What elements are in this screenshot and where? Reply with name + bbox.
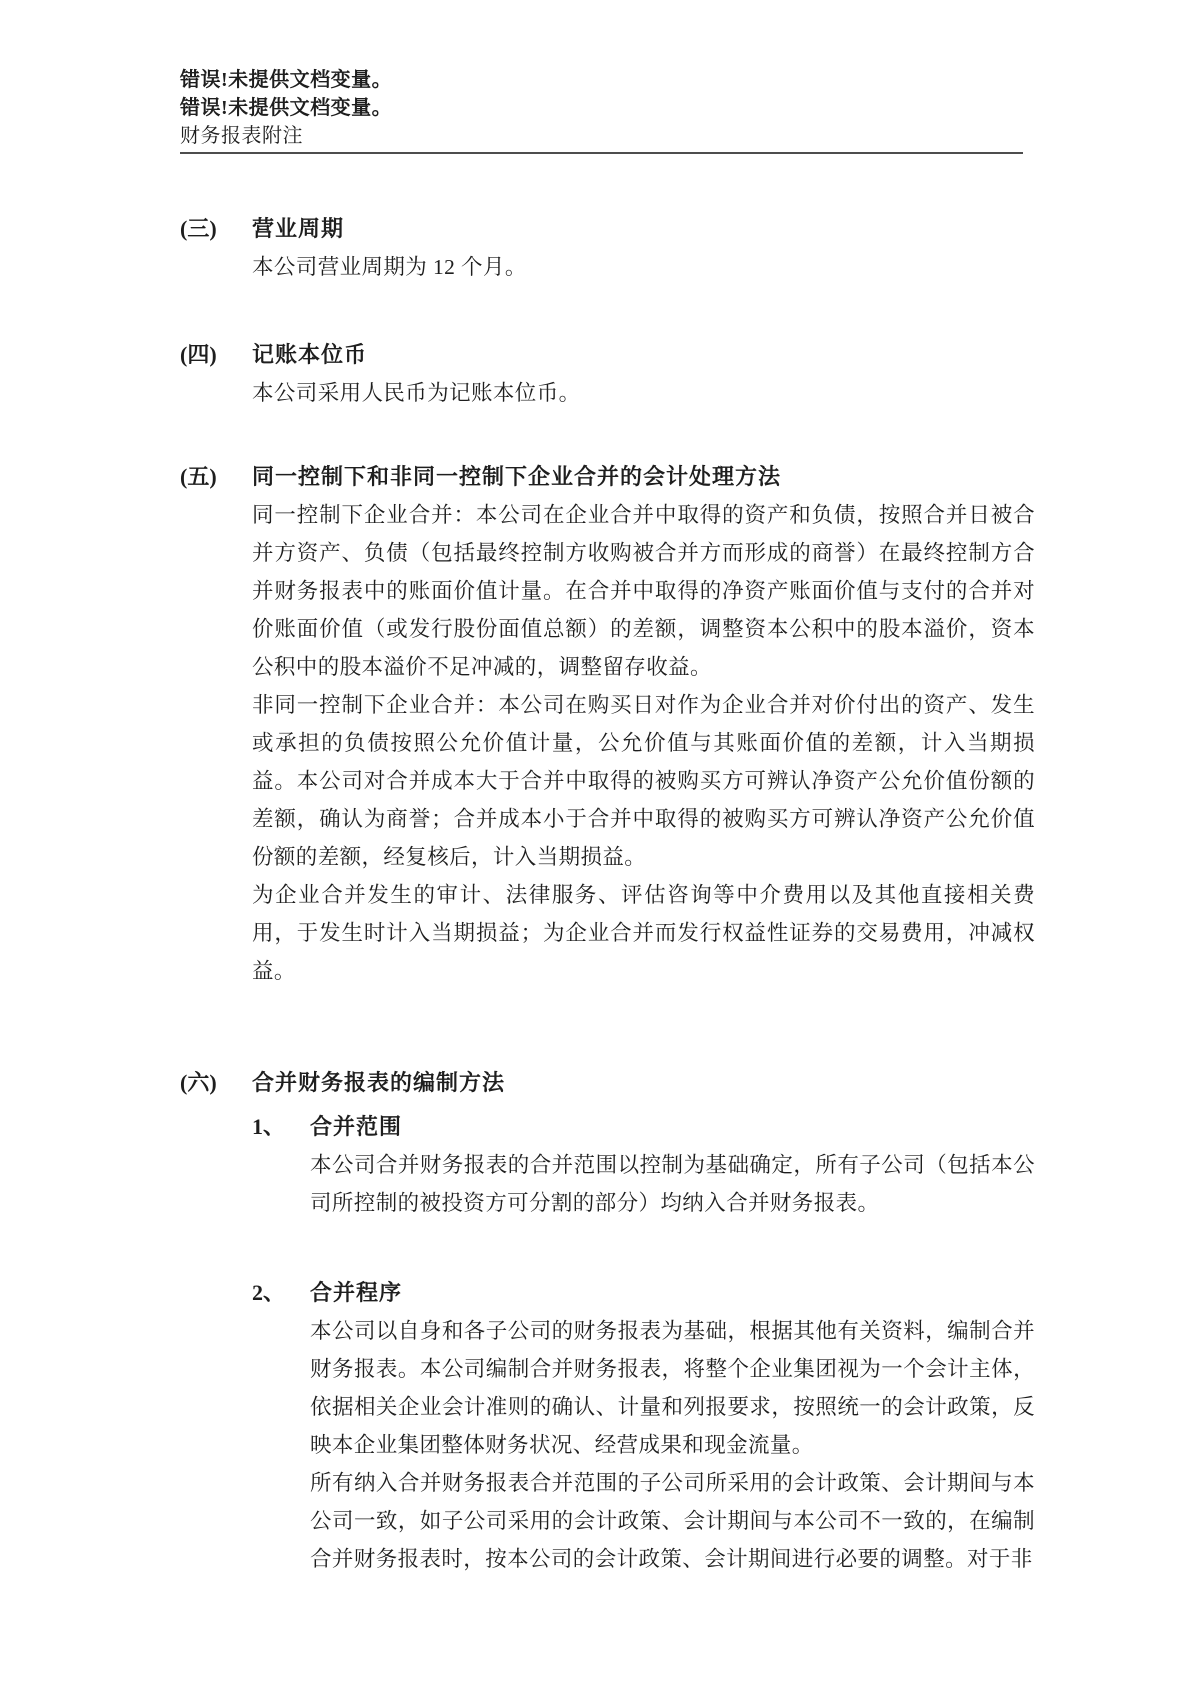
subsection-number: 1、 bbox=[252, 1114, 286, 1139]
subsection-heading bbox=[252, 1274, 1200, 1312]
section-label: (五) bbox=[180, 464, 217, 489]
header-divider-rule bbox=[180, 152, 1023, 154]
section-functional-currency bbox=[180, 336, 1200, 412]
paragraph: 所有纳入合并财务报表合并范围的子公司所采用的会计政策、会计期间与本公司一致，如子公司采用的会计政策、会计期间与本公司不一致的，在编制合并财务报表时，按本公司的会计政策、会计期间进行必要的调整。对于非 bbox=[310, 1471, 1035, 1571]
subsection-heading bbox=[252, 1108, 1200, 1146]
section-heading bbox=[180, 458, 1200, 496]
paragraph: 本公司以自身和各子公司的财务报表为基础，根据其他有关资料，编制合并财务报表。本公司编制合并财务报表，将整个企业集团视为一个会计主体，依据相关企业会计准则的确认、计量和列报要求，按照统一的会计政策，反映本企业集团整体财务状况、经营成果和现金流量。 bbox=[310, 1319, 1035, 1457]
subsection-body bbox=[310, 1312, 1035, 1578]
section-heading bbox=[180, 1064, 1200, 1102]
header-error-line-1: 错误!未提供文档变量。 bbox=[180, 69, 393, 91]
section-body bbox=[252, 496, 1035, 990]
section-title: 营业周期 bbox=[252, 216, 345, 241]
section-title: 同一控制下和非同一控制下企业合并的会计处理方法 bbox=[252, 464, 782, 489]
section-heading bbox=[180, 336, 1200, 374]
subsection-number: 2、 bbox=[252, 1280, 286, 1305]
paragraph: 本公司合并财务报表的合并范围以控制为基础确定，所有子公司（包括本公司所控制的被投资方可分割的部分）均纳入合并财务报表。 bbox=[310, 1153, 1035, 1215]
section-heading bbox=[180, 210, 1200, 248]
section-operating-cycle bbox=[180, 210, 1200, 286]
section-title: 记账本位币 bbox=[252, 342, 368, 367]
paragraph: 本公司营业周期为 12 个月。 bbox=[252, 255, 527, 279]
subsection-title: 合并范围 bbox=[310, 1114, 403, 1139]
header-error-line-2: 错误!未提供文档变量。 bbox=[180, 97, 393, 119]
page-header bbox=[180, 66, 1023, 154]
paragraph: 为企业合并发生的审计、法律服务、评估咨询等中介费用以及其他直接相关费用，于发生时计入当期损益；为企业合并而发行权益性证券的交易费用，冲减权益。 bbox=[252, 883, 1035, 983]
section-body bbox=[252, 248, 1035, 286]
subsection-title: 合并程序 bbox=[310, 1280, 403, 1305]
section-business-combination bbox=[180, 458, 1200, 990]
header-doc-subtitle: 财务报表附注 bbox=[180, 125, 303, 147]
subsection-consolidation-scope bbox=[180, 1108, 1200, 1222]
subsection-body bbox=[310, 1146, 1035, 1222]
section-consolidation-method bbox=[180, 1064, 1200, 1578]
section-label: (四) bbox=[180, 342, 217, 367]
paragraph: 本公司采用人民币为记账本位币。 bbox=[252, 381, 581, 405]
section-label: (六) bbox=[180, 1070, 217, 1095]
section-title: 合并财务报表的编制方法 bbox=[252, 1070, 506, 1095]
section-label: (三) bbox=[180, 216, 217, 241]
section-body bbox=[252, 374, 1035, 412]
paragraph: 同一控制下企业合并：本公司在企业合并中取得的资产和负债，按照合并日被合并方资产、负债（包括最终控制方收购被合并方而形成的商誉）在最终控制方合并财务报表中的账面价值计量。在合并中取得的净资产账面价值与支付的合并对价账面价值（或发行股份面值总额）的差额，调整资本公积中的股本溢价，资本公积中的股本溢价不足冲减的，调整留存收益。 bbox=[252, 503, 1035, 679]
paragraph: 非同一控制下企业合并：本公司在购买日对作为企业合并对价付出的资产、发生或承担的负债按照公允价值计量，公允价值与其账面价值的差额，计入当期损益。本公司对合并成本大于合并中取得的被购买方可辨认净资产公允价值份额的差额，确认为商誉；合并成本小于合并中取得的被购买方可辨认净资产公允价值份额的差额，经复核后，计入当期损益。 bbox=[252, 693, 1035, 869]
subsection-consolidation-procedure bbox=[180, 1274, 1200, 1578]
